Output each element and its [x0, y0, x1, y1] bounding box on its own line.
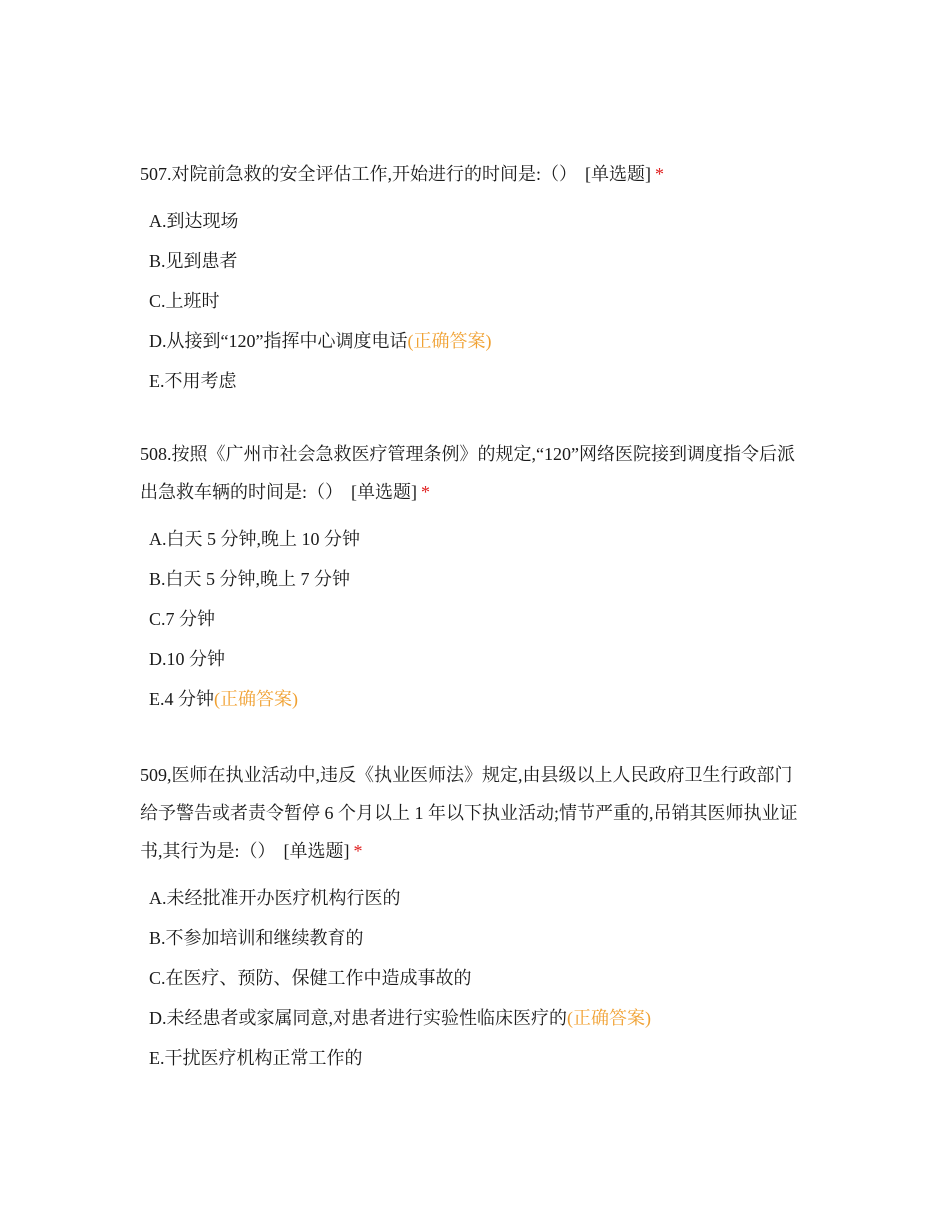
option-c: C.7 分钟 [149, 609, 216, 629]
option-e: E.4 分钟(正确答案) [149, 689, 298, 709]
option-e: E.不用考虑 [149, 371, 237, 391]
option-list [140, 519, 805, 719]
option-b: B.白天 5 分钟,晚上 7 分钟 [149, 569, 351, 589]
option-a: A.到达现场 [149, 211, 239, 231]
question-title [140, 756, 805, 870]
question-507 [140, 155, 805, 401]
correct-answer-label: (正确答案) [407, 331, 492, 351]
option-b: B.见到患者 [149, 251, 238, 271]
option-c: C.在医疗、预防、保健工作中造成事故的 [149, 968, 472, 988]
correct-answer-label: (正确答案) [567, 1008, 651, 1028]
option-a: A.未经批准开办医疗机构行医的 [149, 888, 401, 908]
question-type: [单选题] [351, 482, 417, 502]
option-a: A.白天 5 分钟,晚上 10 分钟 [149, 529, 360, 549]
option-d: D.从接到“120”指挥中心调度电话(正确答案) [149, 331, 492, 351]
question-508 [140, 435, 805, 719]
question-text: 509,医师在执业活动中,违反《执业医师法》规定,由县级以上人民政府卫生行政部门给予警告或者责令暂停 6 个月以上 1 年以下执业活动;情节严重的,吊销其医师执业证书,其行为是:（） [140, 765, 798, 861]
option-e: E.干扰医疗机构正常工作的 [149, 1048, 363, 1068]
option-list [140, 201, 805, 401]
option-c: C.上班时 [149, 291, 220, 311]
option-d: D.10 分钟 [149, 649, 225, 669]
question-type: [单选题] [585, 164, 651, 184]
required-marker: * [353, 841, 363, 861]
option-d: D.未经患者或家属同意,对患者进行实验性临床医疗的(正确答案) [149, 1008, 651, 1028]
required-marker: * [421, 482, 430, 502]
question-type: [单选题] [283, 841, 350, 861]
question-text: 508.按照《广州市社会急救医疗管理条例》的规定,“120”网络医院接到调度指令后派出急救车辆的时间是:（） [140, 444, 795, 502]
question-509 [140, 756, 805, 1078]
question-title [140, 435, 805, 511]
correct-answer-label: (正确答案) [214, 689, 298, 709]
question-title [140, 155, 805, 193]
option-b: B.不参加培训和继续教育的 [149, 928, 364, 948]
required-marker: * [655, 164, 664, 184]
question-text: 507.对院前急救的安全评估工作,开始进行的时间是:（） [140, 164, 577, 184]
option-list [140, 878, 805, 1078]
